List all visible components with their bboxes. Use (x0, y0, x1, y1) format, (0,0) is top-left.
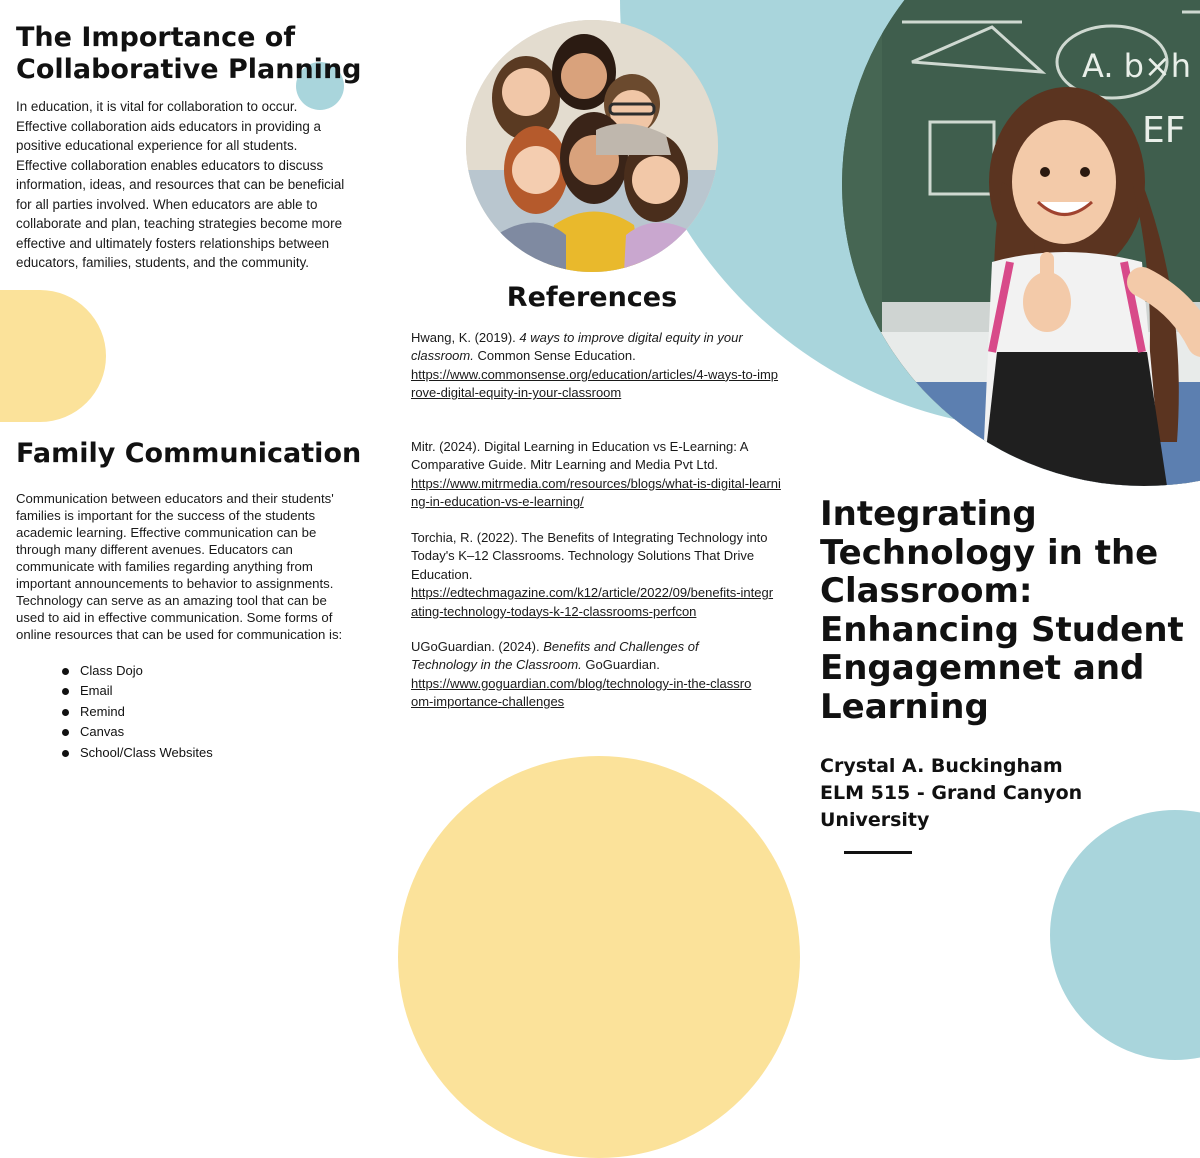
reference-link[interactable]: https://www.goguardian.com/blog/technology-in-the-classroom-importance-challenges (411, 675, 752, 710)
decorative-yellow-half-circle-left (0, 290, 106, 422)
collaboration-section (16, 22, 376, 273)
reference-entry-2 (411, 438, 781, 512)
reference-entry-3 (411, 529, 775, 621)
reference-text: Common Sense Education. (473, 348, 636, 364)
brochure-title: Integrating Technology in the Classroom: Enhancing Student Engagemnet and Learning (820, 494, 1184, 727)
girl-thumbs-up-photo (842, 0, 1200, 486)
reference-text: GoGuardian. (581, 657, 660, 673)
collaboration-paragraph: In education, it is vital for collaboration to occur. Effective collaboration aids educators in providing a positive educational experience for all students. Effective collaboration enables educators to discuss information, ideas, and resources that can be beneficial for all parties involved. When educators are able to collaborate and plan, teaching strategies become more effective and ultimately fosters relationships between educators, families, students, and the community. (16, 99, 345, 270)
girl-classroom-illustration (842, 0, 1200, 486)
reference-text: Mitr. (2024). Digital Learning in Education vs E-Learning: A Comparative Guide. Mitr Learning and Media Pvt Ltd. (411, 439, 748, 473)
author-block (820, 753, 1120, 834)
reference-text: Torchia, R. (2022). The Benefits of Integrating Technology into Today's K–12 Classrooms. Technology Solutions That Drive Education. (411, 530, 768, 582)
reference-link[interactable]: https://www.commonsense.org/education/articles/4-ways-to-improve-digital-equity-in-your-classroom (411, 366, 779, 401)
reference-entry-1 (411, 329, 781, 403)
list-item: Email (62, 681, 366, 701)
references-heading-wrap (466, 282, 718, 314)
communication-tools-list (62, 661, 366, 763)
list-item: School/Class Websites (62, 743, 366, 763)
reference-text: UGoGuardian. (2024). (411, 639, 544, 654)
collaboration-heading-line2: Collaborative Planning (16, 54, 362, 85)
students-group-photo (466, 20, 718, 272)
list-item: Class Dojo (62, 661, 366, 681)
title-underline-rule (844, 851, 912, 854)
list-item: Canvas (62, 722, 366, 742)
chalkboard-text: A. b×h (1082, 47, 1192, 85)
references-heading: References (506, 282, 678, 313)
reference-text: Hwang, K. (2019). (411, 330, 520, 345)
reference-link[interactable]: https://edtechmagazine.com/k12/article/2022/09/benefits-integrating-technology-todays-k-12-classrooms-perfcon (411, 585, 774, 619)
list-item: Remind (62, 702, 366, 722)
students-group-illustration (466, 20, 718, 272)
decorative-yellow-circle-bottom (398, 756, 800, 1158)
author-name: Crystal A. Buckingham (820, 755, 1063, 777)
collaboration-heading-line1: The Importance of (16, 22, 296, 53)
family-communication-paragraph: Communication between educators and their students' families is important for the success of the students academic learning. Effective communication can be through many different avenues. Educators can communicate with families regarding anything from important announcements to behavior to assignments. Technology can serve as an amazing tool that can be used to aid in effective communication. Some forms of online resources that can be used for communication is: (16, 491, 343, 642)
course-and-university: ELM 515 - Grand Canyon University (820, 782, 1083, 831)
reference-italic-title: 4 ways to improve digital equity in your classroom. (411, 330, 743, 364)
reference-entry-4 (411, 638, 756, 712)
reference-italic-title: Benefits and Challenges of Technology in the Classroom. (411, 639, 699, 673)
reference-link[interactable]: https://www.mitrmedia.com/resources/blogs/what-is-digital-learning-in-education-vs-e-learning/ (411, 475, 781, 510)
family-communication-heading: Family Communication (16, 438, 362, 469)
chalkboard-text: EF (1142, 110, 1186, 151)
decorative-blue-circle-bottom-right (1050, 810, 1200, 1060)
collaboration-heading (16, 22, 376, 86)
family-communication-section (16, 438, 366, 763)
